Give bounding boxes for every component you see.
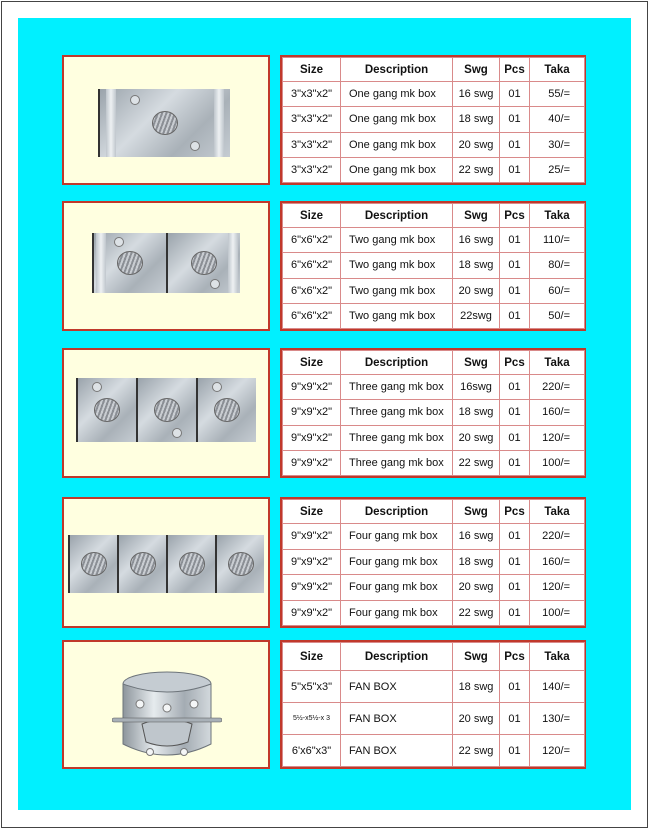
cell-taka: 60/= [530, 278, 585, 303]
header-size: Size [283, 643, 341, 671]
header-swg: Swg [453, 500, 500, 524]
cell-size: 9"x9"x2" [283, 375, 341, 400]
cell-size: 9"x9"x2" [283, 575, 341, 601]
header-swg: Swg [453, 643, 500, 671]
cell-pcs: 01 [500, 303, 530, 328]
table-row [283, 253, 585, 278]
cell-size: 9"x9"x2" [283, 549, 341, 575]
header-description: Description [341, 500, 453, 524]
cell-taka: 120/= [530, 575, 585, 601]
cell-description: Two gang mk box [341, 253, 453, 278]
cell-pcs: 01 [500, 524, 530, 550]
cell-description: Two gang mk box [341, 228, 453, 253]
cell-pcs: 01 [500, 549, 530, 575]
cell-size: 6'x6"x3" [283, 735, 341, 767]
price-table [280, 348, 586, 478]
table-row [283, 375, 585, 400]
cell-swg: 18 swg [453, 400, 500, 425]
cell-size: 9"x9"x2" [283, 524, 341, 550]
header-size: Size [283, 204, 341, 228]
header-size: Size [283, 500, 341, 524]
table-row [283, 575, 585, 601]
table-row [283, 671, 585, 703]
cell-pcs: 01 [500, 375, 530, 400]
price-table-two-gang [282, 203, 585, 329]
three-gang-box-image [76, 378, 256, 442]
cell-pcs: 01 [500, 253, 530, 278]
cell-taka: 100/= [530, 600, 585, 626]
cell-taka: 220/= [530, 375, 585, 400]
cell-description: One gang mk box [341, 132, 453, 157]
cell-description: FAN BOX [341, 735, 453, 767]
table-header-row [283, 351, 585, 375]
cell-swg: 18 swg [453, 253, 500, 278]
price-table-fan-box [282, 642, 585, 767]
header-size: Size [283, 58, 341, 82]
header-taka: Taka [530, 204, 585, 228]
cell-description: Three gang mk box [341, 400, 453, 425]
table-row [283, 82, 585, 107]
cell-pcs: 01 [500, 132, 530, 157]
table-row [283, 549, 585, 575]
one-gang-box-image [98, 89, 230, 157]
cell-taka: 110/= [530, 228, 585, 253]
price-table [280, 55, 586, 185]
product-image-panel [62, 55, 270, 185]
cell-swg: 16 swg [453, 82, 500, 107]
cell-swg: 16swg [453, 375, 500, 400]
cell-pcs: 01 [500, 425, 530, 450]
cell-pcs: 01 [500, 107, 530, 132]
cell-size: 5"x5"x3" [283, 671, 341, 703]
cell-size: 9"x9"x2" [283, 400, 341, 425]
cell-size: 3"x3"x2" [283, 157, 341, 182]
header-taka: Taka [530, 58, 585, 82]
price-table [280, 640, 586, 769]
cell-size: 6"x6"x2" [283, 228, 341, 253]
table-header-row [283, 643, 585, 671]
cell-taka: 120/= [530, 735, 585, 767]
header-pcs: Pcs [500, 351, 530, 375]
cell-size: 9"x9"x2" [283, 425, 341, 450]
header-description: Description [341, 643, 453, 671]
cell-description: Four gang mk box [341, 524, 453, 550]
header-pcs: Pcs [500, 58, 530, 82]
cell-description: Three gang mk box [341, 375, 453, 400]
product-section-two-gang [62, 201, 586, 331]
table-header-row [283, 204, 585, 228]
header-description: Description [341, 351, 453, 375]
cell-pcs: 01 [500, 228, 530, 253]
price-table-four-gang [282, 499, 585, 626]
cell-description: FAN BOX [341, 703, 453, 735]
header-size: Size [283, 351, 341, 375]
price-table [280, 201, 586, 331]
table-row [283, 735, 585, 767]
table-row [283, 524, 585, 550]
cell-pcs: 01 [500, 703, 530, 735]
header-description: Description [341, 58, 453, 82]
table-row [283, 400, 585, 425]
cell-size: 6"x6"x2" [283, 303, 341, 328]
cell-taka: 140/= [530, 671, 585, 703]
cell-description: Four gang mk box [341, 600, 453, 626]
cell-taka: 100/= [530, 450, 585, 475]
cell-swg: 20 swg [453, 278, 500, 303]
table-row [283, 703, 585, 735]
table-row [283, 132, 585, 157]
cell-swg: 22 swg [453, 450, 500, 475]
cell-description: One gang mk box [341, 107, 453, 132]
cell-swg: 20 swg [453, 425, 500, 450]
cell-taka: 160/= [530, 549, 585, 575]
cell-description: Three gang mk box [341, 450, 453, 475]
cell-swg: 22swg [453, 303, 500, 328]
price-table-one-gang [282, 57, 585, 183]
table-row [283, 425, 585, 450]
table-row [283, 157, 585, 182]
cell-taka: 80/= [530, 253, 585, 278]
four-gang-box-image [68, 535, 264, 593]
cell-taka: 160/= [530, 400, 585, 425]
cell-pcs: 01 [500, 600, 530, 626]
cell-swg: 18 swg [453, 549, 500, 575]
cell-description: FAN BOX [341, 671, 453, 703]
table-row [283, 107, 585, 132]
header-pcs: Pcs [500, 204, 530, 228]
fan-box-image [112, 666, 222, 766]
cell-swg: 22 swg [453, 600, 500, 626]
cell-pcs: 01 [500, 671, 530, 703]
cell-swg: 18 swg [453, 671, 500, 703]
cell-swg: 18 swg [453, 107, 500, 132]
cell-swg: 16 swg [453, 228, 500, 253]
header-taka: Taka [530, 643, 585, 671]
cell-taka: 220/= [530, 524, 585, 550]
table-header-row [283, 500, 585, 524]
cell-pcs: 01 [500, 82, 530, 107]
cell-description: One gang mk box [341, 157, 453, 182]
header-pcs: Pcs [500, 643, 530, 671]
header-taka: Taka [530, 351, 585, 375]
cell-size: 3"x3"x2" [283, 107, 341, 132]
header-swg: Swg [453, 58, 500, 82]
product-image-panel [62, 348, 270, 478]
cell-pcs: 01 [500, 450, 530, 475]
header-description: Description [341, 204, 453, 228]
cell-taka: 30/= [530, 132, 585, 157]
cell-taka: 130/= [530, 703, 585, 735]
cell-pcs: 01 [500, 400, 530, 425]
product-image-panel [62, 640, 270, 769]
cell-description: Two gang mk box [341, 278, 453, 303]
cell-description: Four gang mk box [341, 575, 453, 601]
table-row [283, 303, 585, 328]
header-pcs: Pcs [500, 500, 530, 524]
cell-size: 3"x3"x2" [283, 132, 341, 157]
product-image-panel [62, 497, 270, 628]
product-section-three-gang [62, 348, 586, 478]
cell-pcs: 01 [500, 157, 530, 182]
table-row [283, 450, 585, 475]
header-swg: Swg [453, 351, 500, 375]
cell-size: 5½-x5½-x 3 [283, 703, 341, 735]
cell-swg: 16 swg [453, 524, 500, 550]
product-section-one-gang [62, 55, 586, 185]
cell-swg: 20 swg [453, 703, 500, 735]
cell-taka: 55/= [530, 82, 585, 107]
product-section-four-gang [62, 497, 586, 628]
cell-description: Three gang mk box [341, 425, 453, 450]
cell-size: 3"x3"x2" [283, 82, 341, 107]
cell-size: 9"x9"x2" [283, 450, 341, 475]
price-table [280, 497, 586, 628]
header-swg: Swg [453, 204, 500, 228]
cell-size: 9"x9"x2" [283, 600, 341, 626]
product-image-panel [62, 201, 270, 331]
cell-description: Four gang mk box [341, 549, 453, 575]
table-row [283, 278, 585, 303]
table-header-row [283, 58, 585, 82]
price-table-three-gang [282, 350, 585, 476]
cell-swg: 20 swg [453, 132, 500, 157]
cell-swg: 22 swg [453, 157, 500, 182]
table-row [283, 600, 585, 626]
table-row [283, 228, 585, 253]
cell-size: 6"x6"x2" [283, 253, 341, 278]
cell-pcs: 01 [500, 278, 530, 303]
header-taka: Taka [530, 500, 585, 524]
cell-taka: 120/= [530, 425, 585, 450]
two-gang-box-image [92, 233, 240, 293]
cell-description: Two gang mk box [341, 303, 453, 328]
cell-pcs: 01 [500, 575, 530, 601]
cell-taka: 25/= [530, 157, 585, 182]
cell-swg: 22 swg [453, 735, 500, 767]
cell-taka: 50/= [530, 303, 585, 328]
cell-pcs: 01 [500, 735, 530, 767]
cell-size: 6"x6"x2" [283, 278, 341, 303]
cell-swg: 20 swg [453, 575, 500, 601]
product-section-fan-box [62, 640, 586, 769]
cell-description: One gang mk box [341, 82, 453, 107]
cell-taka: 40/= [530, 107, 585, 132]
